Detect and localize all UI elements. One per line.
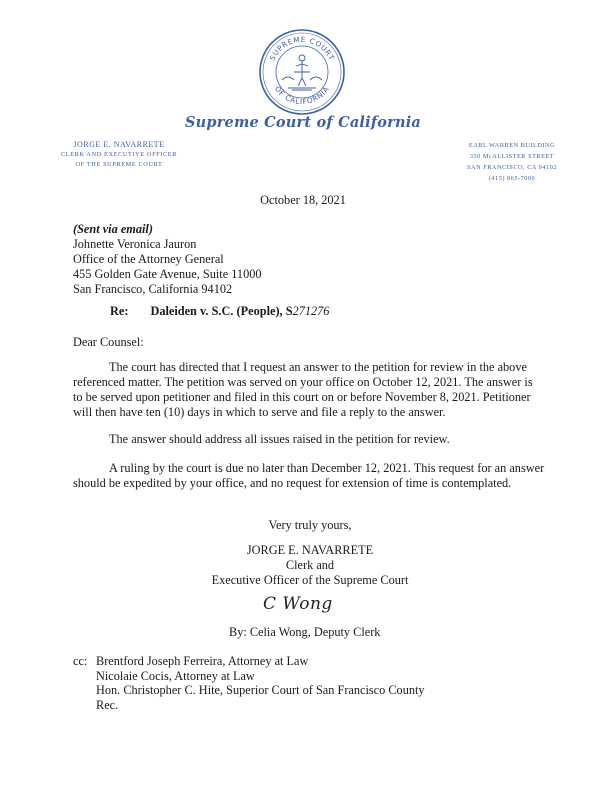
cc-recipient: Hon. Christopher C. Hite, Superior Court of San Francisco County (96, 683, 425, 697)
letterhead-right (452, 140, 572, 184)
recipient-office: Office of the Attorney General (73, 252, 224, 266)
letterhead-left (44, 140, 194, 170)
court-title: Supreme Court of California (184, 114, 422, 131)
recipient-street: 455 Golden Gate Avenue, Suite 11000 (73, 267, 262, 281)
cc-list (96, 654, 425, 712)
case-number: 271276 (292, 304, 330, 318)
valediction: Very truly yours, (268, 518, 352, 532)
re-label: Re: (110, 304, 129, 318)
salutation: Dear Counsel: (73, 335, 144, 349)
letter-date: October 18, 2021 (260, 193, 346, 207)
delivery-method: (Sent via email) (73, 222, 153, 236)
body-paragraph-3: A ruling by the court is due no later than December 12, 2021. This request for an answer should be expedited by your office, and no request for extension of time is contemplated. (73, 461, 545, 490)
recipient-city: San Francisco, California 94102 (73, 282, 233, 296)
clerk-title-line1: CLERK AND EXECUTIVE OFFICER (60, 151, 178, 158)
cc-recipient: Nicolaie Cocis, Attorney at Law (96, 668, 255, 683)
building-name: EARL WARREN BUILDING (468, 142, 556, 149)
seal-bottom-text: OF CALIFORNIA (272, 84, 332, 107)
court-seal (258, 28, 346, 116)
clerk-title-line2: OF THE SUPREME COURT (75, 161, 163, 168)
case-title: Daleiden v. S.C. (People), S (150, 304, 293, 318)
street-address: 350 McALLISTER STREET (469, 153, 555, 160)
signature-block (160, 543, 460, 588)
handwritten-signature: C Wong (263, 594, 333, 614)
seal-top-text: SUPREME COURT (267, 34, 337, 63)
cc-label: cc: (73, 654, 88, 668)
signer-title-1: Clerk and (285, 558, 335, 572)
clerk-name-header: JORGE E. NAVARRETE (73, 140, 165, 149)
cc-recipient: Brentford Joseph Ferreira, Attorney at Law (96, 654, 309, 668)
deputy-clerk-line: By: Celia Wong, Deputy Clerk (229, 625, 381, 639)
signer-title-2: Executive Officer of the Supreme Court (211, 573, 409, 587)
body-paragraph-2: The answer should address all issues raised in the petition for review. (109, 432, 450, 446)
signer-name: JORGE E. NAVARRETE (246, 543, 374, 557)
recipient-address (73, 222, 262, 297)
phone-number: (415) 865-7000 (488, 175, 536, 182)
recipient-name: Johnette Veronica Jauron (73, 237, 197, 251)
re-line (110, 304, 329, 319)
body-paragraph-1: The court has directed that I request an answer to the petition for review in the above referenced matter. The petition was served on your office on October 12, 2021. The answer is to be served upon petitioner and filed in this court on or before November 8, 2021. Petitioner will then have ten (10) days in which to serve and file a reply to the answer. (73, 360, 533, 419)
svg-text:SUPREME COURT (268, 35, 337, 62)
cc-recipient: Rec. (96, 697, 119, 712)
city-address: SAN FRANCISCO, CA 94102 (467, 164, 557, 171)
seal-figure-icon (282, 55, 322, 90)
